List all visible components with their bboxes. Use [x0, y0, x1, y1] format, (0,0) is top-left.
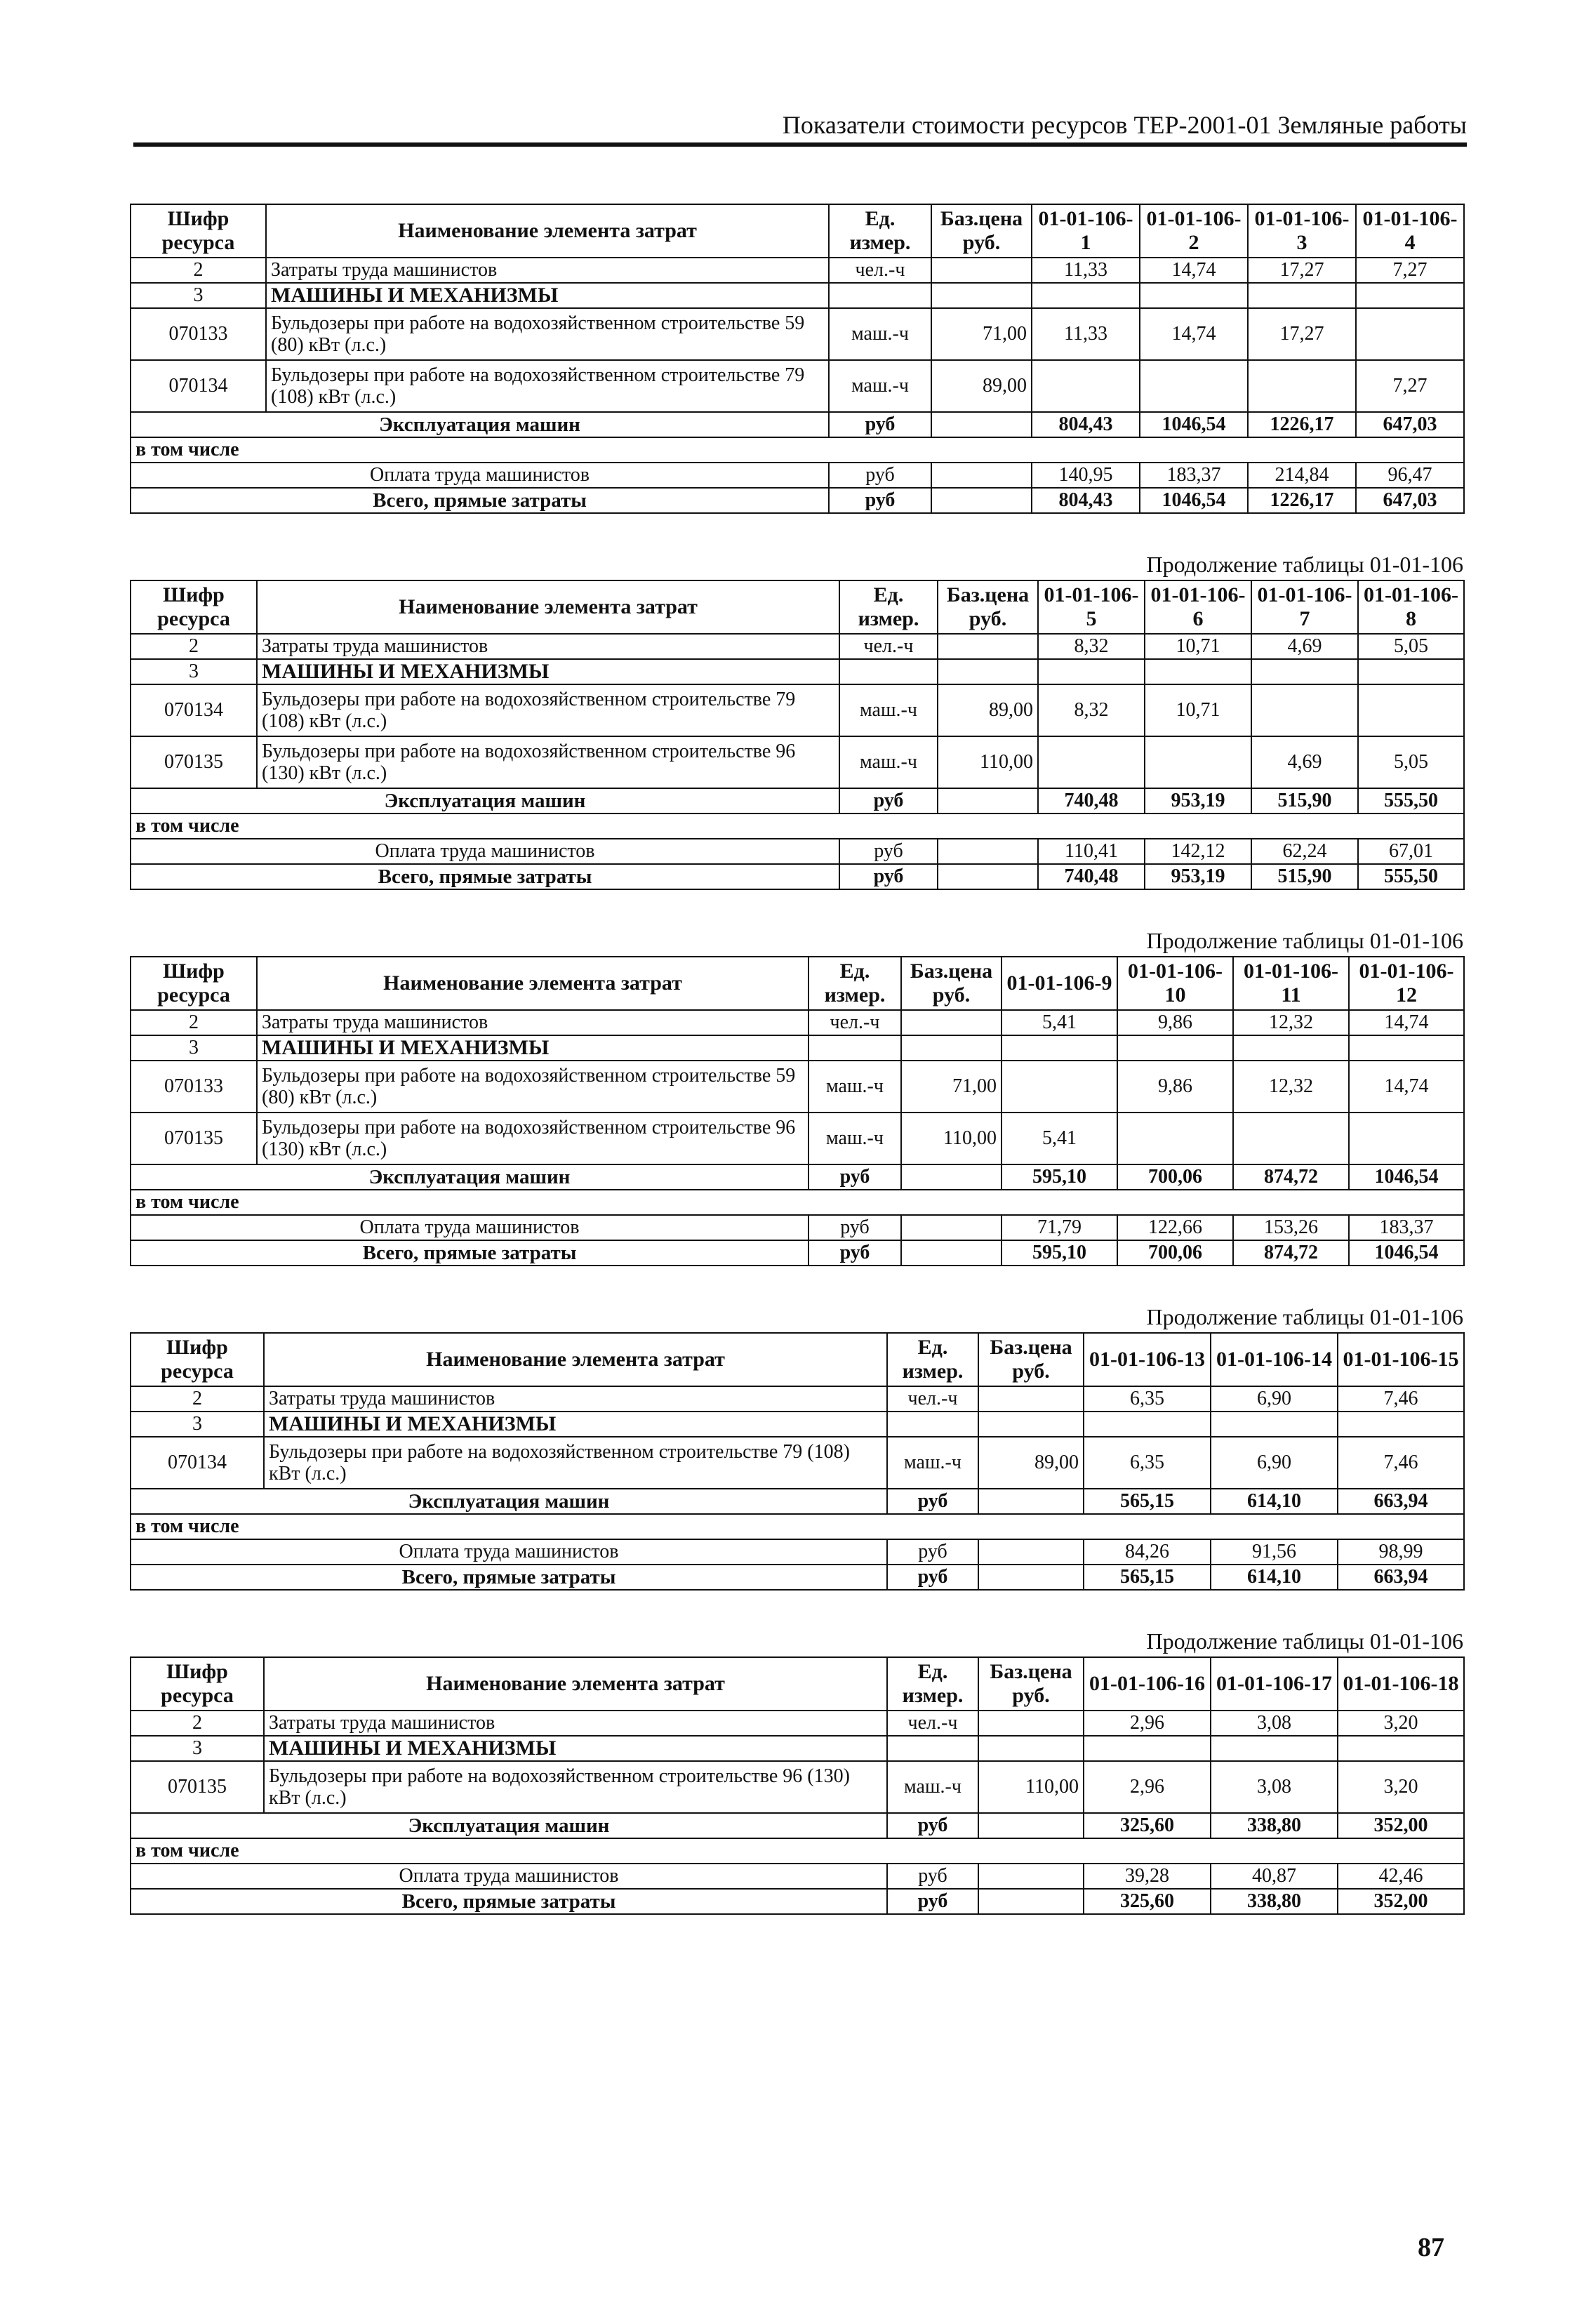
- including-row: [131, 437, 1464, 463]
- total-unit: руб: [839, 864, 938, 889]
- header-col-2: 01-01-106-6: [1145, 580, 1251, 634]
- table-caption: Продолжение таблицы 01-01-106: [1146, 928, 1463, 953]
- exploitation-value: 663,94: [1338, 1489, 1464, 1514]
- exploitation-value: 565,15: [1084, 1489, 1211, 1514]
- exploitation-label: Эксплуатация машин: [131, 412, 829, 437]
- wages-value: 91,56: [1211, 1539, 1338, 1565]
- wages-value: 140,95: [1032, 463, 1140, 488]
- total-value: 1046,54: [1349, 1240, 1464, 1266]
- including-label: в том числе: [131, 1514, 1464, 1539]
- total-value: 663,94: [1338, 1565, 1464, 1590]
- total-value: 740,48: [1038, 864, 1145, 889]
- labor-price: [938, 634, 1038, 659]
- exploitation-unit: руб: [887, 1813, 978, 1838]
- machine-unit: маш.-ч: [887, 1761, 978, 1813]
- machine-value: [1140, 360, 1248, 412]
- labor-unit: чел.-ч: [809, 1010, 901, 1035]
- header-code: Шифр ресурса: [131, 580, 257, 634]
- including-row: [131, 814, 1464, 839]
- cost-table-2: [130, 580, 1465, 890]
- machine-value: 2,96: [1084, 1761, 1211, 1813]
- header-col-4: 01-01-106-12: [1349, 957, 1464, 1010]
- machine-value: [1233, 1113, 1349, 1164]
- total-row: [131, 1240, 1464, 1266]
- machine-value: 5,05: [1358, 736, 1464, 788]
- labor-value: 6,35: [1084, 1386, 1211, 1412]
- header-rule: [133, 142, 1467, 147]
- machine-row: [131, 308, 1464, 360]
- exploitation-value: 647,03: [1356, 412, 1464, 437]
- total-value: 1046,54: [1140, 488, 1248, 513]
- machine-code: 070135: [131, 1113, 257, 1164]
- header-name: Наименование элемента затрат: [266, 204, 829, 258]
- total-value: 338,80: [1211, 1889, 1338, 1914]
- machine-value: 6,35: [1084, 1437, 1211, 1489]
- labor-value: 5,41: [1002, 1010, 1117, 1035]
- exploitation-label: Эксплуатация машин: [131, 788, 839, 814]
- total-value: 325,60: [1084, 1889, 1211, 1914]
- total-label: Всего, прямые затраты: [131, 1565, 887, 1590]
- header-col-2: 01-01-106-17: [1211, 1657, 1338, 1711]
- machine-name: Бульдозеры при работе на водохозяйственном строительстве 79 (108) кВт (л.с.): [264, 1437, 887, 1489]
- header-col-1: 01-01-106-5: [1038, 580, 1145, 634]
- total-value: 555,50: [1358, 864, 1464, 889]
- labor-price: [978, 1711, 1084, 1736]
- labor-value: 6,90: [1211, 1386, 1338, 1412]
- including-label: в том числе: [131, 437, 1464, 463]
- exploitation-row: [131, 1813, 1464, 1838]
- header-col-1: 01-01-106-16: [1084, 1657, 1211, 1711]
- machine-row: [131, 684, 1464, 736]
- machine-unit: маш.-ч: [809, 1113, 901, 1164]
- machine-value: 14,74: [1349, 1061, 1464, 1113]
- labor-code: 2: [131, 1010, 257, 1035]
- wages-value: 67,01: [1358, 839, 1464, 864]
- labor-price: [931, 258, 1032, 283]
- labor-unit: чел.-ч: [829, 258, 931, 283]
- total-unit: руб: [887, 1889, 978, 1914]
- wages-value: 62,24: [1251, 839, 1358, 864]
- total-value: 874,72: [1233, 1240, 1349, 1266]
- wages-label: Оплата труда машинистов: [131, 1215, 809, 1240]
- wages-value: 71,79: [1002, 1215, 1117, 1240]
- header-row: [131, 1657, 1464, 1711]
- total-unit: руб: [829, 488, 931, 513]
- header-col-3: 01-01-106-3: [1248, 204, 1356, 258]
- total-row: [131, 1565, 1464, 1590]
- exploitation-row: [131, 1164, 1464, 1190]
- machine-name: Бульдозеры при работе на водохозяйственном строительстве 59 (80) кВт (л.с.): [266, 308, 829, 360]
- header-row: [131, 204, 1464, 258]
- wages-value: 42,46: [1338, 1864, 1464, 1889]
- exploitation-value: 325,60: [1084, 1813, 1211, 1838]
- exploitation-value: 1046,54: [1140, 412, 1248, 437]
- wages-unit: руб: [829, 463, 931, 488]
- machine-unit: маш.-ч: [809, 1061, 901, 1113]
- exploitation-value: 614,10: [1211, 1489, 1338, 1514]
- total-value: 1226,17: [1248, 488, 1356, 513]
- labor-value: 8,32: [1038, 634, 1145, 659]
- exploitation-value: 874,72: [1233, 1164, 1349, 1190]
- labor-row: [131, 258, 1464, 283]
- header-code: Шифр ресурса: [131, 957, 257, 1010]
- labor-price: [978, 1386, 1084, 1412]
- machine-value: 12,32: [1233, 1061, 1349, 1113]
- labor-name: Затраты труда машинистов: [257, 634, 839, 659]
- machine-value: [1248, 360, 1356, 412]
- section-code: 3: [131, 1035, 257, 1061]
- section-title: МАШИНЫ И МЕХАНИЗМЫ: [257, 659, 839, 684]
- cost-table-1: [130, 204, 1465, 514]
- section-row: [131, 283, 1464, 308]
- total-unit: руб: [809, 1240, 901, 1266]
- header-price: Баз.цена руб.: [901, 957, 1002, 1010]
- section-row: [131, 1035, 1464, 1061]
- machine-name: Бульдозеры при работе на водохозяйственном строительстве 96 (130) кВт (л.с.): [257, 1113, 809, 1164]
- machine-price: 71,00: [901, 1061, 1002, 1113]
- machine-value: 14,74: [1140, 308, 1248, 360]
- machine-code: 070135: [131, 736, 257, 788]
- header-row: [131, 580, 1464, 634]
- total-label: Всего, прямые затраты: [131, 1240, 809, 1266]
- exploitation-row: [131, 788, 1464, 814]
- total-row: [131, 1889, 1464, 1914]
- exploitation-value: 338,80: [1211, 1813, 1338, 1838]
- machine-row: [131, 360, 1464, 412]
- total-value: 700,06: [1117, 1240, 1233, 1266]
- machine-value: [1356, 308, 1464, 360]
- section-code: 3: [131, 1412, 264, 1437]
- machine-value: 11,33: [1032, 308, 1140, 360]
- exploitation-label: Эксплуатация машин: [131, 1489, 887, 1514]
- machine-price: 89,00: [978, 1437, 1084, 1489]
- exploitation-unit: руб: [839, 788, 938, 814]
- total-value: 352,00: [1338, 1889, 1464, 1914]
- section-title: МАШИНЫ И МЕХАНИЗМЫ: [264, 1412, 887, 1437]
- total-label: Всего, прямые затраты: [131, 1889, 887, 1914]
- header-col-3: 01-01-106-15: [1338, 1333, 1464, 1386]
- exploitation-label: Эксплуатация машин: [131, 1813, 887, 1838]
- including-row: [131, 1838, 1464, 1864]
- labor-value: 14,74: [1349, 1010, 1464, 1035]
- machine-value: 5,41: [1002, 1113, 1117, 1164]
- labor-row: [131, 1386, 1464, 1412]
- labor-value: 4,69: [1251, 634, 1358, 659]
- machine-unit: маш.-ч: [829, 308, 931, 360]
- total-value: 953,19: [1145, 864, 1251, 889]
- total-value: 614,10: [1211, 1565, 1338, 1590]
- labor-code: 2: [131, 634, 257, 659]
- labor-value: 7,27: [1356, 258, 1464, 283]
- labor-name: Затраты труда машинистов: [264, 1711, 887, 1736]
- labor-value: 5,05: [1358, 634, 1464, 659]
- machine-price: 110,00: [938, 736, 1038, 788]
- exploitation-unit: руб: [887, 1489, 978, 1514]
- machine-price: 110,00: [901, 1113, 1002, 1164]
- machine-value: [1145, 736, 1251, 788]
- labor-value: 10,71: [1145, 634, 1251, 659]
- machine-code: 070134: [131, 684, 257, 736]
- wages-unit: руб: [809, 1215, 901, 1240]
- wages-label: Оплата труда машинистов: [131, 1539, 887, 1565]
- labor-name: Затраты труда машинистов: [266, 258, 829, 283]
- machine-code: 070134: [131, 360, 266, 412]
- wages-value: 122,66: [1117, 1215, 1233, 1240]
- section-row: [131, 1412, 1464, 1437]
- wages-value: 110,41: [1038, 839, 1145, 864]
- labor-unit: чел.-ч: [887, 1386, 978, 1412]
- machine-name: Бульдозеры при работе на водохозяйственном строительстве 79 (108) кВт (л.с.): [257, 684, 839, 736]
- exploitation-value: 953,19: [1145, 788, 1251, 814]
- table-caption: Продолжение таблицы 01-01-106: [1146, 1628, 1463, 1654]
- header-price: Баз.цена руб.: [978, 1333, 1084, 1386]
- exploitation-value: 700,06: [1117, 1164, 1233, 1190]
- machine-code: 070135: [131, 1761, 264, 1813]
- machine-value: [1032, 360, 1140, 412]
- labor-unit: чел.-ч: [839, 634, 938, 659]
- machine-code: 070133: [131, 308, 266, 360]
- header-name: Наименование элемента затрат: [257, 580, 839, 634]
- cost-table-3: [130, 956, 1465, 1266]
- including-row: [131, 1190, 1464, 1215]
- header-price: Баз.цена руб.: [931, 204, 1032, 258]
- header-name: Наименование элемента затрат: [257, 957, 809, 1010]
- header-name: Наименование элемента затрат: [264, 1333, 887, 1386]
- exploitation-value: 352,00: [1338, 1813, 1464, 1838]
- machine-value: 7,27: [1356, 360, 1464, 412]
- total-label: Всего, прямые затраты: [131, 864, 839, 889]
- header-col-1: 01-01-106-9: [1002, 957, 1117, 1010]
- wages-value: 98,99: [1338, 1539, 1464, 1565]
- total-row: [131, 488, 1464, 513]
- exploitation-value: 1046,54: [1349, 1164, 1464, 1190]
- header-unit: Ед. измер.: [887, 1657, 978, 1711]
- labor-code: 2: [131, 1386, 264, 1412]
- header-code: Шифр ресурса: [131, 1333, 264, 1386]
- machine-row: [131, 736, 1464, 788]
- machine-row: [131, 1113, 1464, 1164]
- machine-unit: маш.-ч: [887, 1437, 978, 1489]
- machine-value: 3,08: [1211, 1761, 1338, 1813]
- section-row: [131, 659, 1464, 684]
- machine-unit: маш.-ч: [839, 684, 938, 736]
- machine-value: [1349, 1113, 1464, 1164]
- machine-value: 6,90: [1211, 1437, 1338, 1489]
- exploitation-unit: руб: [829, 412, 931, 437]
- header-col-3: 01-01-106-7: [1251, 580, 1358, 634]
- exploitation-value: 595,10: [1002, 1164, 1117, 1190]
- section-code: 3: [131, 1736, 264, 1761]
- machine-code: 070134: [131, 1437, 264, 1489]
- including-label: в том числе: [131, 1838, 1464, 1864]
- machine-value: 17,27: [1248, 308, 1356, 360]
- labor-value: 3,20: [1338, 1711, 1464, 1736]
- machine-row: [131, 1761, 1464, 1813]
- total-label: Всего, прямые затраты: [131, 488, 829, 513]
- header-code: Шифр ресурса: [131, 204, 266, 258]
- labor-value: 12,32: [1233, 1010, 1349, 1035]
- wages-row: [131, 1864, 1464, 1889]
- wages-value: 183,37: [1140, 463, 1248, 488]
- wages-value: 39,28: [1084, 1864, 1211, 1889]
- machine-value: 9,86: [1117, 1061, 1233, 1113]
- including-row: [131, 1514, 1464, 1539]
- section-row: [131, 1736, 1464, 1761]
- labor-code: 2: [131, 1711, 264, 1736]
- wages-value: 40,87: [1211, 1864, 1338, 1889]
- machine-value: [1358, 684, 1464, 736]
- exploitation-value: 740,48: [1038, 788, 1145, 814]
- header-col-4: 01-01-106-4: [1356, 204, 1464, 258]
- section-title: МАШИНЫ И МЕХАНИЗМЫ: [264, 1736, 887, 1761]
- exploitation-value: 555,50: [1358, 788, 1464, 814]
- exploitation-value: 1226,17: [1248, 412, 1356, 437]
- labor-value: 2,96: [1084, 1711, 1211, 1736]
- wages-label: Оплата труда машинистов: [131, 1864, 887, 1889]
- header-code: Шифр ресурса: [131, 1657, 264, 1711]
- machine-value: [1002, 1061, 1117, 1113]
- labor-value: 7,46: [1338, 1386, 1464, 1412]
- wages-label: Оплата труда машинистов: [131, 463, 829, 488]
- header-unit: Ед. измер.: [839, 580, 938, 634]
- including-label: в том числе: [131, 814, 1464, 839]
- table-caption: Продолжение таблицы 01-01-106: [1146, 552, 1463, 577]
- wages-row: [131, 463, 1464, 488]
- total-value: 804,43: [1032, 488, 1140, 513]
- machine-name: Бульдозеры при работе на водохозяйственном строительстве 59 (80) кВт (л.с.): [257, 1061, 809, 1113]
- labor-name: Затраты труда машинистов: [264, 1386, 887, 1412]
- machine-value: 4,69: [1251, 736, 1358, 788]
- total-unit: руб: [887, 1565, 978, 1590]
- wages-unit: руб: [887, 1539, 978, 1565]
- machine-price: 110,00: [978, 1761, 1084, 1813]
- total-value: 647,03: [1356, 488, 1464, 513]
- exploitation-value: 515,90: [1251, 788, 1358, 814]
- page-number: 87: [1418, 2233, 1444, 2262]
- machine-unit: маш.-ч: [829, 360, 931, 412]
- header-col-2: 01-01-106-10: [1117, 957, 1233, 1010]
- section-title: МАШИНЫ И МЕХАНИЗМЫ: [257, 1035, 809, 1061]
- labor-price: [901, 1010, 1002, 1035]
- cost-table-5: [130, 1656, 1465, 1915]
- machine-name: Бульдозеры при работе на водохозяйственном строительстве 79 (108) кВт (л.с.): [266, 360, 829, 412]
- wages-label: Оплата труда машинистов: [131, 839, 839, 864]
- header-col-3: 01-01-106-18: [1338, 1657, 1464, 1711]
- machine-price: 71,00: [931, 308, 1032, 360]
- wages-unit: руб: [887, 1864, 978, 1889]
- labor-value: 9,86: [1117, 1010, 1233, 1035]
- header-col-1: 01-01-106-1: [1032, 204, 1140, 258]
- wages-value: 183,37: [1349, 1215, 1464, 1240]
- section-title: МАШИНЫ И МЕХАНИЗМЫ: [266, 283, 829, 308]
- labor-value: 14,74: [1140, 258, 1248, 283]
- wages-value: 96,47: [1356, 463, 1464, 488]
- machine-price: 89,00: [938, 684, 1038, 736]
- exploitation-row: [131, 1489, 1464, 1514]
- labor-unit: чел.-ч: [887, 1711, 978, 1736]
- header-unit: Ед. измер.: [809, 957, 901, 1010]
- exploitation-value: 804,43: [1032, 412, 1140, 437]
- header-col-4: 01-01-106-8: [1358, 580, 1464, 634]
- total-value: 595,10: [1002, 1240, 1117, 1266]
- labor-name: Затраты труда машинистов: [257, 1010, 809, 1035]
- machine-name: Бульдозеры при работе на водохозяйственном строительстве 96 (130) кВт (л.с.): [264, 1761, 887, 1813]
- labor-row: [131, 1711, 1464, 1736]
- machine-price: 89,00: [931, 360, 1032, 412]
- header-row: [131, 957, 1464, 1010]
- machine-unit: маш.-ч: [839, 736, 938, 788]
- exploitation-unit: руб: [809, 1164, 901, 1190]
- labor-value: 11,33: [1032, 258, 1140, 283]
- exploitation-row: [131, 412, 1464, 437]
- section-code: 3: [131, 659, 257, 684]
- header-col-1: 01-01-106-13: [1084, 1333, 1211, 1386]
- labor-code: 2: [131, 258, 266, 283]
- machine-value: 7,46: [1338, 1437, 1464, 1489]
- wages-row: [131, 1215, 1464, 1240]
- machine-value: 10,71: [1145, 684, 1251, 736]
- header-price: Баз.цена руб.: [938, 580, 1038, 634]
- header-unit: Ед. измер.: [887, 1333, 978, 1386]
- page-header: Показатели стоимости ресурсов ТЕР-2001-01 Земляные работы: [782, 111, 1467, 139]
- header-col-2: 01-01-106-2: [1140, 204, 1248, 258]
- labor-value: 3,08: [1211, 1711, 1338, 1736]
- wages-value: 153,26: [1233, 1215, 1349, 1240]
- wages-row: [131, 839, 1464, 864]
- header-col-2: 01-01-106-14: [1211, 1333, 1338, 1386]
- header-row: [131, 1333, 1464, 1386]
- machine-value: 8,32: [1038, 684, 1145, 736]
- machine-value: 3,20: [1338, 1761, 1464, 1813]
- table-caption: Продолжение таблицы 01-01-106: [1146, 1304, 1463, 1329]
- labor-row: [131, 634, 1464, 659]
- wages-value: 84,26: [1084, 1539, 1211, 1565]
- total-value: 565,15: [1084, 1565, 1211, 1590]
- machine-value: [1117, 1113, 1233, 1164]
- wages-unit: руб: [839, 839, 938, 864]
- section-code: 3: [131, 283, 266, 308]
- including-label: в том числе: [131, 1190, 1464, 1215]
- header-unit: Ед. измер.: [829, 204, 931, 258]
- header-price: Баз.цена руб.: [978, 1657, 1084, 1711]
- header-col-3: 01-01-106-11: [1233, 957, 1349, 1010]
- machine-name: Бульдозеры при работе на водохозяйственном строительстве 96 (130) кВт (л.с.): [257, 736, 839, 788]
- machine-row: [131, 1061, 1464, 1113]
- exploitation-label: Эксплуатация машин: [131, 1164, 809, 1190]
- cost-table-4: [130, 1332, 1465, 1591]
- machine-row: [131, 1437, 1464, 1489]
- machine-value: [1038, 736, 1145, 788]
- labor-row: [131, 1010, 1464, 1035]
- total-row: [131, 864, 1464, 889]
- wages-row: [131, 1539, 1464, 1565]
- wages-value: 214,84: [1248, 463, 1356, 488]
- total-value: 515,90: [1251, 864, 1358, 889]
- machine-code: 070133: [131, 1061, 257, 1113]
- wages-value: 142,12: [1145, 839, 1251, 864]
- labor-value: 17,27: [1248, 258, 1356, 283]
- machine-value: [1251, 684, 1358, 736]
- header-name: Наименование элемента затрат: [264, 1657, 887, 1711]
